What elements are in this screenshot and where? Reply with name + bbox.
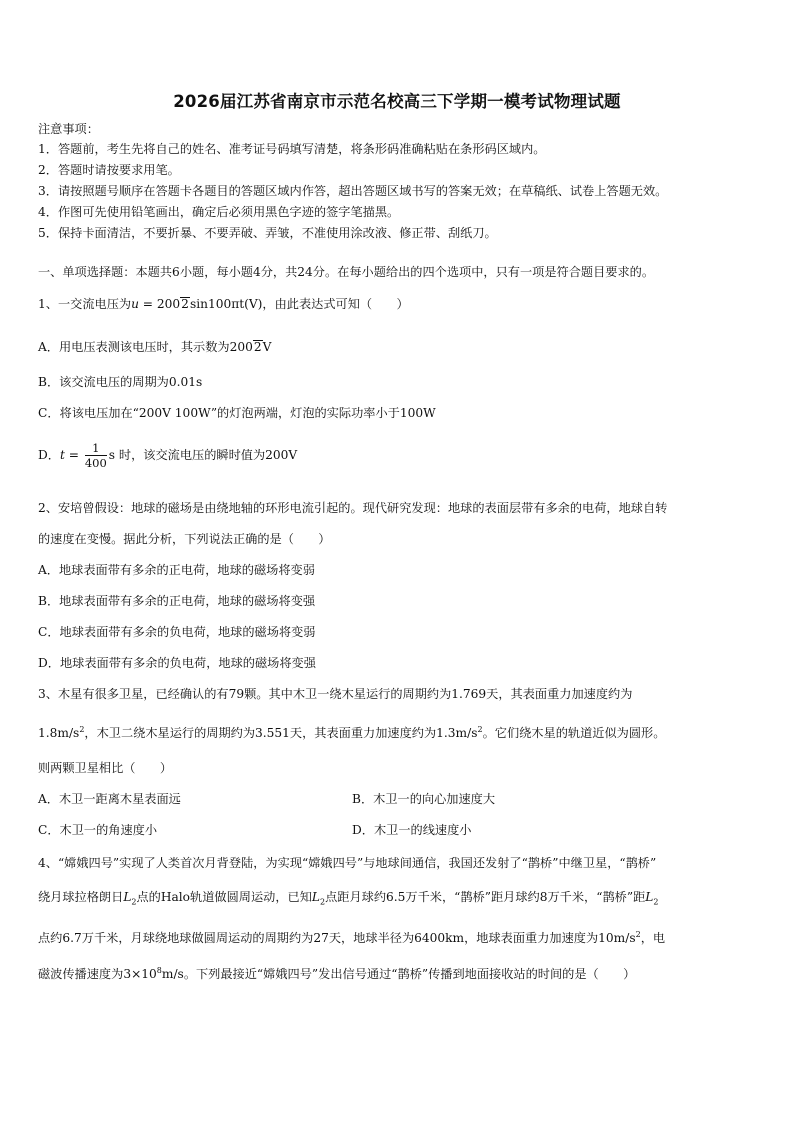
q3-option-d: D．木卫一的线速度小 bbox=[352, 823, 472, 837]
q3-accel-2: 1.3m/s bbox=[436, 726, 478, 741]
q4-line-2 bbox=[38, 889, 764, 910]
q1-d-fraction bbox=[85, 441, 107, 470]
q1-formula-rest: sin100πt(V) bbox=[189, 297, 263, 311]
q4-line-4 bbox=[38, 963, 764, 982]
notice-item-3: 3．请按照题号顺序在答题卡各题目的答题区域内作答，超出答题区域书写的答案无效；在草稿纸、试卷上答题无效。 bbox=[38, 184, 668, 198]
q2-option-d: D．地球表面带有多余的负电荷，地球的磁场将变强 bbox=[38, 656, 316, 670]
q4-sub-a: 2 bbox=[131, 897, 137, 907]
q3-line-2 bbox=[38, 722, 764, 741]
q3-line-2b: ，木卫二绕木星运行的周期约为3.551天，其表面重力加速度约为 bbox=[84, 726, 437, 741]
q3-accel-1: 1.8m/s bbox=[38, 726, 80, 741]
q1-option-a bbox=[38, 339, 764, 355]
q3-line-2d: 。它们绕木星的轨道近似为圆形。 bbox=[482, 726, 666, 741]
q4-line-3 bbox=[38, 927, 764, 946]
q1-d-num: 1 bbox=[85, 441, 107, 456]
q4-l2-a: L bbox=[123, 890, 132, 904]
q1-a-val: 200 bbox=[229, 340, 253, 354]
q2-option-c: C．地球表面带有多余的负电荷，地球的磁场将变弱 bbox=[38, 625, 316, 639]
notice-item-4: 4．作图可先使用铅笔画出，确定后必须用黑色字迹的签字笔描黑。 bbox=[38, 205, 400, 219]
q4-line-3c: ，电 bbox=[640, 931, 666, 946]
q4-line-1: 4、“嫦娥四号”实现了人类首次月背登陆，为实现“嫦娥四号”与地球间通信，我国还发射了“鹊桥”中继卫星，“鹊桥” bbox=[38, 856, 657, 870]
q3-options-row-1 bbox=[38, 791, 764, 807]
q2-option-b: B．地球表面带有多余的正电荷，地球的磁场将变强 bbox=[38, 594, 316, 608]
q4-speed-base: 3×10 bbox=[123, 967, 157, 982]
q1-a-sqrt: 2 bbox=[253, 340, 262, 354]
q4-line-3a: 点约6.7万千米，月球绕地球做圆周运动的周期约为27天，地球半径为6400km，地球表面重力加速度为 bbox=[38, 931, 599, 946]
q3-sup-2: 2 bbox=[477, 725, 483, 734]
q1-d-den: 400 bbox=[84, 456, 107, 470]
q1-suffix: ，由此表达式可知（ ） bbox=[262, 297, 409, 311]
q1-option-d: D．t = $\frac{1}{400}$ s 时，该交流电压的瞬时值为200V bbox=[38, 441, 298, 470]
q4-line-2a: 绕月球拉格朗日 bbox=[38, 890, 124, 904]
notice-item-1: 1．答题前，考生先将自己的姓名、准考证号码填写清楚，将条形码准确粘贴在条形码区域内。 bbox=[38, 142, 546, 156]
q4-line-4e: 。下列最接近“嫦娥四号”发出信号通过“鹊桥”传播到地面接收站的时间的是（ ） bbox=[183, 967, 636, 982]
q4-gravity: 10m/s bbox=[598, 931, 636, 946]
q2-line-1: 2、安培曾假设：地球的磁场是由绕地轴的环形电流引起的。现代研究发现：地球的表面层带有多余的电荷，地球自转 bbox=[38, 501, 668, 515]
question-1 bbox=[38, 296, 764, 312]
q4-sub-c: 2 bbox=[653, 897, 659, 907]
q4-line-2b: 点的Halo轨道做圆周运动，已知 bbox=[136, 890, 312, 904]
q1-b-val: 0.01s bbox=[168, 375, 203, 389]
q2-line-2: 的速度在变慢。据此分析，下列说法正确的是（ ） bbox=[38, 532, 331, 546]
q4-l2-b: L bbox=[311, 890, 320, 904]
notice-item-2: 2．答题时请按要求用笔。 bbox=[38, 163, 180, 177]
notice-item-5: 5．保持卡面清洁，不要折暴、不要弄破、弄皱，不准使用涂改液、修正带、刮纸刀。 bbox=[38, 226, 497, 240]
notice-heading: 注意事项： bbox=[38, 122, 99, 136]
q1-option-b bbox=[38, 374, 764, 390]
q3-option-b: B．木卫一的向心加速度大 bbox=[352, 792, 496, 806]
q4-speed-exp: 8 bbox=[156, 966, 162, 975]
q1-d-rest: s 时，该交流电压的瞬时值为200V bbox=[108, 448, 298, 462]
q3-option-a: A．木卫一距离木星表面远 bbox=[38, 792, 181, 806]
q4-sup: 2 bbox=[635, 930, 641, 939]
q1-sqrt: 2 bbox=[181, 297, 189, 311]
q1-a-text: A．用电压表测该电压时，其示数为 bbox=[38, 340, 230, 354]
q3-sup-1: 2 bbox=[79, 725, 85, 734]
q4-speed-unit: m/s bbox=[161, 967, 184, 982]
q1-eq: = 200 bbox=[138, 297, 181, 311]
q3-line-1: 3、木星有很多卫星，已经确认的有79颗。其中木卫一绕木星运行的周期约为1.769天，其表面重力加速度约为 bbox=[38, 687, 633, 701]
q1-b-text: B．该交流电压的周期为 bbox=[38, 375, 169, 389]
q1-prefix: 1、一交流电压为 bbox=[38, 297, 132, 311]
q4-sub-b: 2 bbox=[319, 897, 326, 907]
section-heading: 一、单项选择题：本题共6小题，每小题4分，共24分。在每小题给出的四个选项中，只有一项是符合题目要求的。 bbox=[38, 265, 655, 279]
q1-a-unit: V bbox=[262, 340, 272, 354]
q4-l2-c: L bbox=[645, 890, 654, 904]
page-title: 2026届江苏省南京市示范名校高三下学期一模考试物理试题 bbox=[173, 92, 621, 111]
q3-line-3: 则两颗卫星相比（ ） bbox=[38, 761, 173, 775]
q1-u: u bbox=[131, 297, 139, 311]
q3-options-row-2 bbox=[38, 822, 764, 838]
q4-line-4a: 磁波传播速度为 bbox=[38, 967, 124, 982]
q3-option-c: C．木卫一的角速度小 bbox=[38, 823, 158, 837]
q1-option-c: C．将该电压加在“200V 100W”的灯泡两端，灯泡的实际功率小于100W bbox=[38, 406, 436, 420]
q1-d-t: t bbox=[59, 448, 65, 462]
q2-option-a: A．地球表面带有多余的正电荷，地球的磁场将变弱 bbox=[38, 563, 315, 577]
q4-line-2c: 点距月球约6.5万千米，“鹊桥”距月球约8万千米，“鹊桥”距 bbox=[325, 890, 646, 904]
q1-d-label: D． bbox=[38, 448, 60, 462]
